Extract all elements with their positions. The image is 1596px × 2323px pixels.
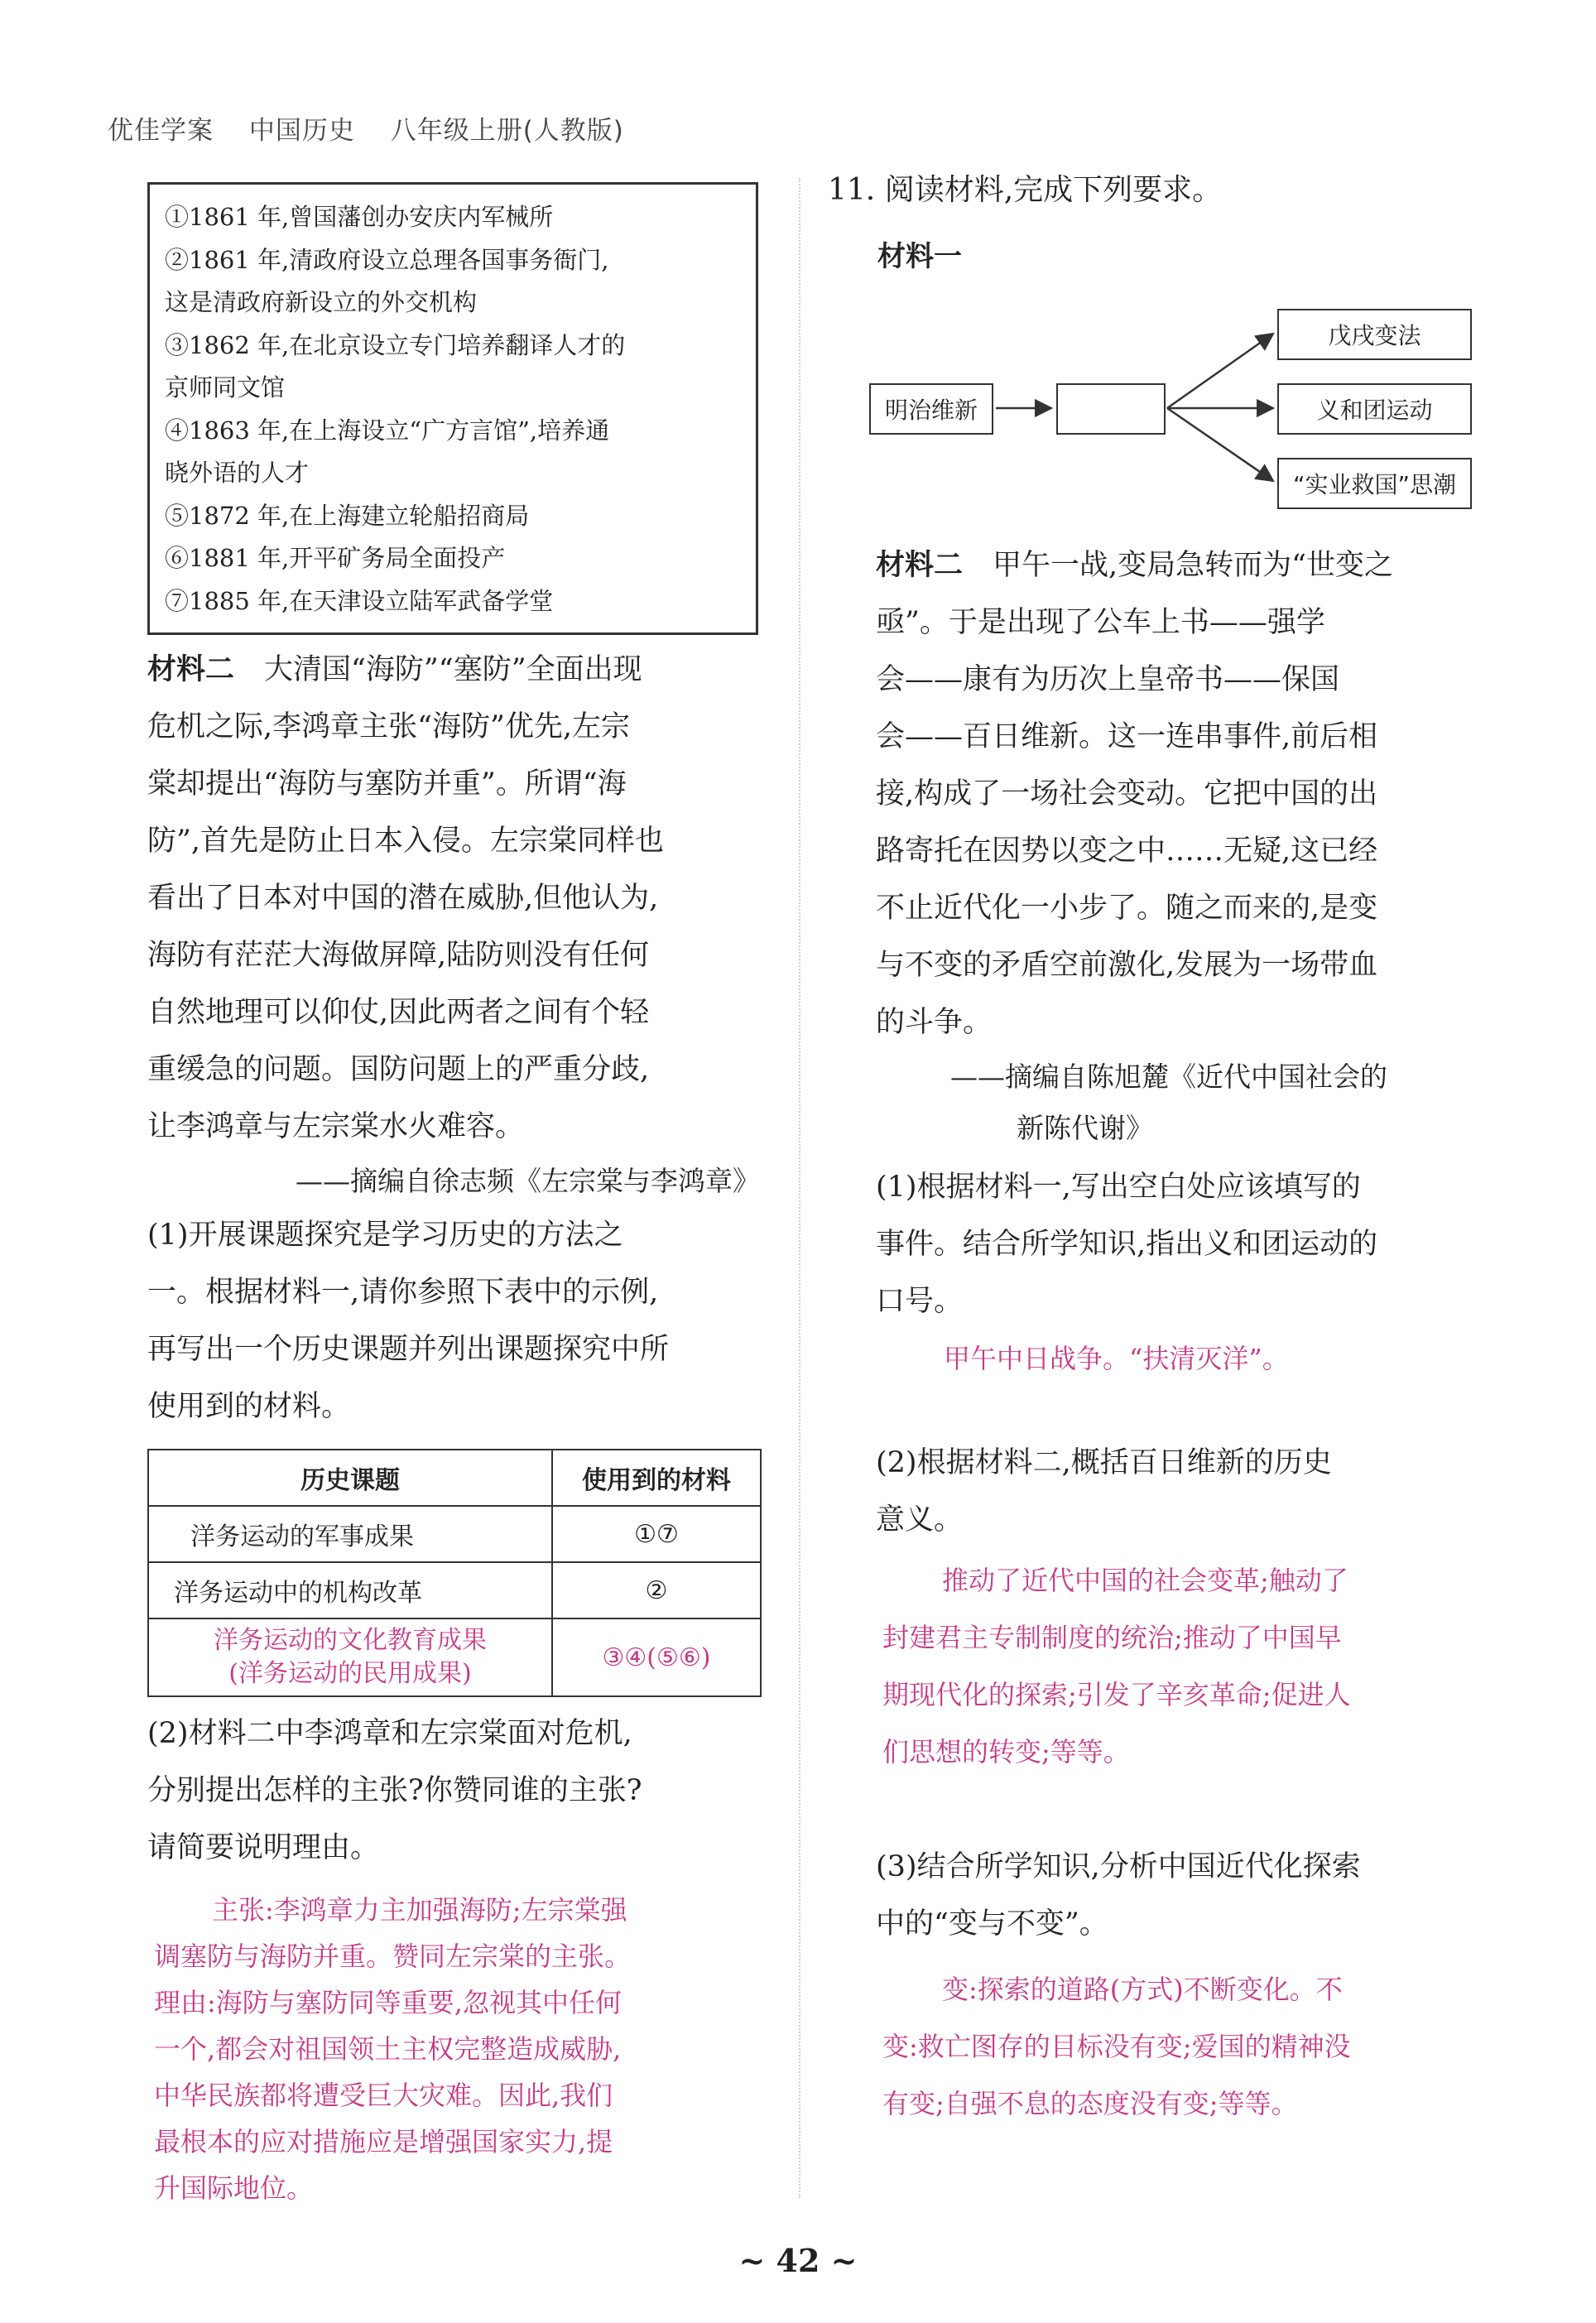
topics-table — [147, 1449, 762, 1697]
answer-line: 一个,都会对祖国领土主权完整造成威胁, — [154, 2033, 622, 2065]
question-1-left — [147, 1207, 760, 1436]
flowchart — [828, 282, 1482, 522]
right-column — [828, 166, 1482, 2133]
table-header: 历史课题 — [148, 1450, 552, 1506]
text-line: 大清国“海防”“塞防”全面出现 — [264, 653, 642, 686]
answer-line: 封建君主专制制度的统治;推动了中国早 — [882, 1622, 1342, 1653]
text-line: 路寄托在因势以变之中……无疑,这已经 — [876, 834, 1378, 868]
table-cell: 洋务运动中的机构改革 — [148, 1562, 552, 1618]
text-line: 让李鸿章与左宗棠水火难容。 — [147, 1110, 525, 1143]
answer-11-1: 甲午中日战争。“扶清灭洋”。 — [944, 1343, 1289, 1374]
answer-line: 中华民族都将遭受巨大灾难。因此,我们 — [154, 2080, 613, 2111]
text-line: 看出了日本对中国的潜在威胁,但他认为, — [147, 882, 659, 915]
table-cell: ①⑦ — [552, 1506, 761, 1562]
material2-first-line — [876, 537, 1473, 594]
grade: 八年级上册(人教版) — [390, 116, 624, 146]
source-line: ——摘编自陈旭麓《近代中国社会的 — [950, 1060, 1387, 1093]
text-line: (2)材料二中李鸿章和左宗棠面对危机, — [147, 1717, 632, 1750]
list-item: ⑤1872 年,在上海建立轮船招商局 — [165, 501, 530, 530]
arrow-to-target-3 — [1167, 408, 1273, 481]
answer-q2-left — [147, 1887, 760, 2211]
question-11-1 — [828, 1159, 1482, 1330]
answer-11-2 — [828, 1552, 1482, 1781]
text-line: (2)根据材料二,概括百日维新的历史 — [876, 1446, 1332, 1479]
text-line: 口号。 — [876, 1285, 964, 1318]
text-line: 与不变的矛盾空前激化,发展为一场带血 — [876, 949, 1378, 982]
text-line: (1)根据材料一,写出空白处应该填写的 — [876, 1171, 1361, 1204]
answer-cell — [148, 1618, 552, 1696]
answer-line: 最根本的应对措施应是增强国家实力,提 — [154, 2126, 613, 2157]
answer-line: 调塞防与海防并重。赞同左宗棠的主张。 — [154, 1941, 632, 1972]
text-line: 甲午一战,变局急转而为“世变之 — [993, 549, 1394, 582]
text-line: 事件。结合所学知识,指出义和团运动的 — [876, 1228, 1378, 1261]
answer-line: 升国际地位。 — [154, 2172, 314, 2204]
answer-line: 主张:李鸿章力主加强海防;左宗棠强 — [212, 1894, 627, 1926]
material2-right-source — [828, 1051, 1482, 1154]
table-header-row — [148, 1450, 761, 1506]
text-line: 分别提出怎样的主张?你赞同谁的主张? — [147, 1774, 642, 1807]
list-item: ⑦1885 年,在天津设立陆军武备学堂 — [165, 586, 554, 615]
answer-11-3 — [828, 1961, 1482, 2133]
answer-materials: ③④(⑤⑥) — [552, 1618, 761, 1696]
text-line: 自然地理可以仰仗,因此两者之间有个轻 — [147, 996, 650, 1029]
question-11-title: 11. 阅读材料,完成下列要求。 — [828, 173, 1223, 207]
text-line: 接,构成了一场社会变动。它把中国的出 — [876, 777, 1378, 810]
flow-target-2: 义和团运动 — [1277, 383, 1472, 435]
text-line: 请简要说明理由。 — [147, 1831, 380, 1864]
text-line: 防”,首先是防止日本入侵。左宗棠同样也 — [147, 825, 665, 858]
answer-topic-line: (洋务运动的民用成果) — [228, 1659, 472, 1688]
text-line: 一。根据材料一,请你参照下表中的示例, — [147, 1276, 659, 1309]
table-row-answer — [148, 1618, 761, 1696]
material2-right — [828, 537, 1482, 1051]
list-item: ③1862 年,在北京设立专门培养翻译人才的 — [165, 330, 626, 359]
flow-blank-box — [1056, 383, 1166, 435]
text-line: 会——百日维新。这一连串事件,前后相 — [876, 720, 1378, 753]
text-line: 不止近代化一小步了。随之而来的,是变 — [876, 892, 1378, 925]
table-row — [148, 1506, 761, 1562]
list-item: ⑥1881 年,开平矿务局全面投产 — [165, 544, 506, 572]
question-2-left — [147, 1705, 760, 1877]
material2-label: 材料二 — [147, 653, 235, 686]
list-item: ②1861 年,清政府设立总理各国事务衙门, — [165, 245, 609, 274]
question-11-3 — [828, 1839, 1482, 1953]
flow-target-3: “实业救国”思潮 — [1277, 458, 1472, 509]
material2-source: ——摘编自徐志频《左宗棠与李鸿章》 — [296, 1165, 760, 1197]
answer-line: 变:救亡图存的目标没有变;爱国的精神没 — [882, 2031, 1351, 2062]
text-line: 危机之际,李鸿章主张“海防”优先,左宗 — [147, 710, 631, 743]
answer-line: 变:探索的道路(方式)不断变化。不 — [942, 1974, 1343, 2005]
text-line: 亟”。于是出现了公车上书——强学 — [876, 606, 1325, 639]
text-line: 使用到的材料。 — [147, 1390, 351, 1423]
text-line: (3)结合所学知识,分析中国近代化探索 — [876, 1850, 1361, 1883]
material2-right-label: 材料二 — [876, 549, 964, 582]
table-cell: 洋务运动的军事成果 — [148, 1506, 552, 1562]
answer-line: 们思想的转变;等等。 — [882, 1736, 1130, 1768]
material2-first-line — [147, 642, 760, 699]
book-title: 优佳学案 — [108, 116, 214, 146]
text-line: (1)开展课题探究是学习历史的方法之 — [147, 1219, 623, 1252]
left-column — [147, 182, 760, 2211]
answer-line: 有变;自强不息的态度没有变;等等。 — [882, 2088, 1298, 2119]
page-header — [108, 109, 651, 147]
list-item: 这是清政府新设立的外交机构 — [165, 288, 478, 316]
page-number: ~ 42 ~ — [738, 2242, 858, 2279]
material1-label: 材料一 — [877, 240, 962, 273]
answer-line: 理由:海防与塞防同等重要,忽视其中任何 — [154, 1987, 622, 2018]
answer-line: 推动了近代中国的社会变革;触动了 — [942, 1565, 1348, 1596]
list-item: 京师同文馆 — [165, 373, 286, 402]
answer-topic-line: 洋务运动的文化教育成果 — [214, 1626, 487, 1655]
text-line: 会——康有为历次上皇帝书——保国 — [876, 663, 1340, 696]
table-row — [148, 1562, 761, 1618]
list-item: ④1863 年,在上海设立“广方言馆”,培养通 — [165, 416, 610, 445]
question-11-2 — [828, 1435, 1482, 1549]
text-line: 重缓急的问题。国防问题上的严重分歧, — [147, 1053, 650, 1086]
material1-list-box — [147, 182, 758, 635]
list-item: 晓外语的人才 — [165, 459, 310, 487]
text-line: 中的“变与不变”。 — [876, 1907, 1108, 1941]
text-line: 意义。 — [876, 1503, 964, 1537]
text-line: 再写出一个历史课题并列出课题探究中所 — [147, 1333, 670, 1366]
list-item: ①1861 年,曾国藩创办安庆内军械所 — [165, 203, 554, 231]
table-cell: ② — [552, 1562, 761, 1618]
text-line: 的斗争。 — [876, 1006, 993, 1039]
answer-line: 期现代化的探索;引发了辛亥革命;促进人 — [882, 1679, 1351, 1710]
flow-start-box: 明治维新 — [869, 383, 993, 435]
flow-target-1: 戊戌变法 — [1277, 309, 1472, 360]
source-line: 新陈代谢》 — [1017, 1112, 1153, 1144]
table-header: 使用到的材料 — [552, 1450, 761, 1506]
text-line: 海防有茫茫大海做屏障,陆防则没有任何 — [147, 939, 650, 972]
text-line: 棠却提出“海防与塞防并重”。所谓“海 — [147, 767, 627, 801]
arrow-to-target-1 — [1167, 334, 1273, 408]
material2-left — [147, 642, 760, 1156]
column-divider — [799, 178, 800, 2198]
subject: 中国历史 — [248, 116, 355, 146]
